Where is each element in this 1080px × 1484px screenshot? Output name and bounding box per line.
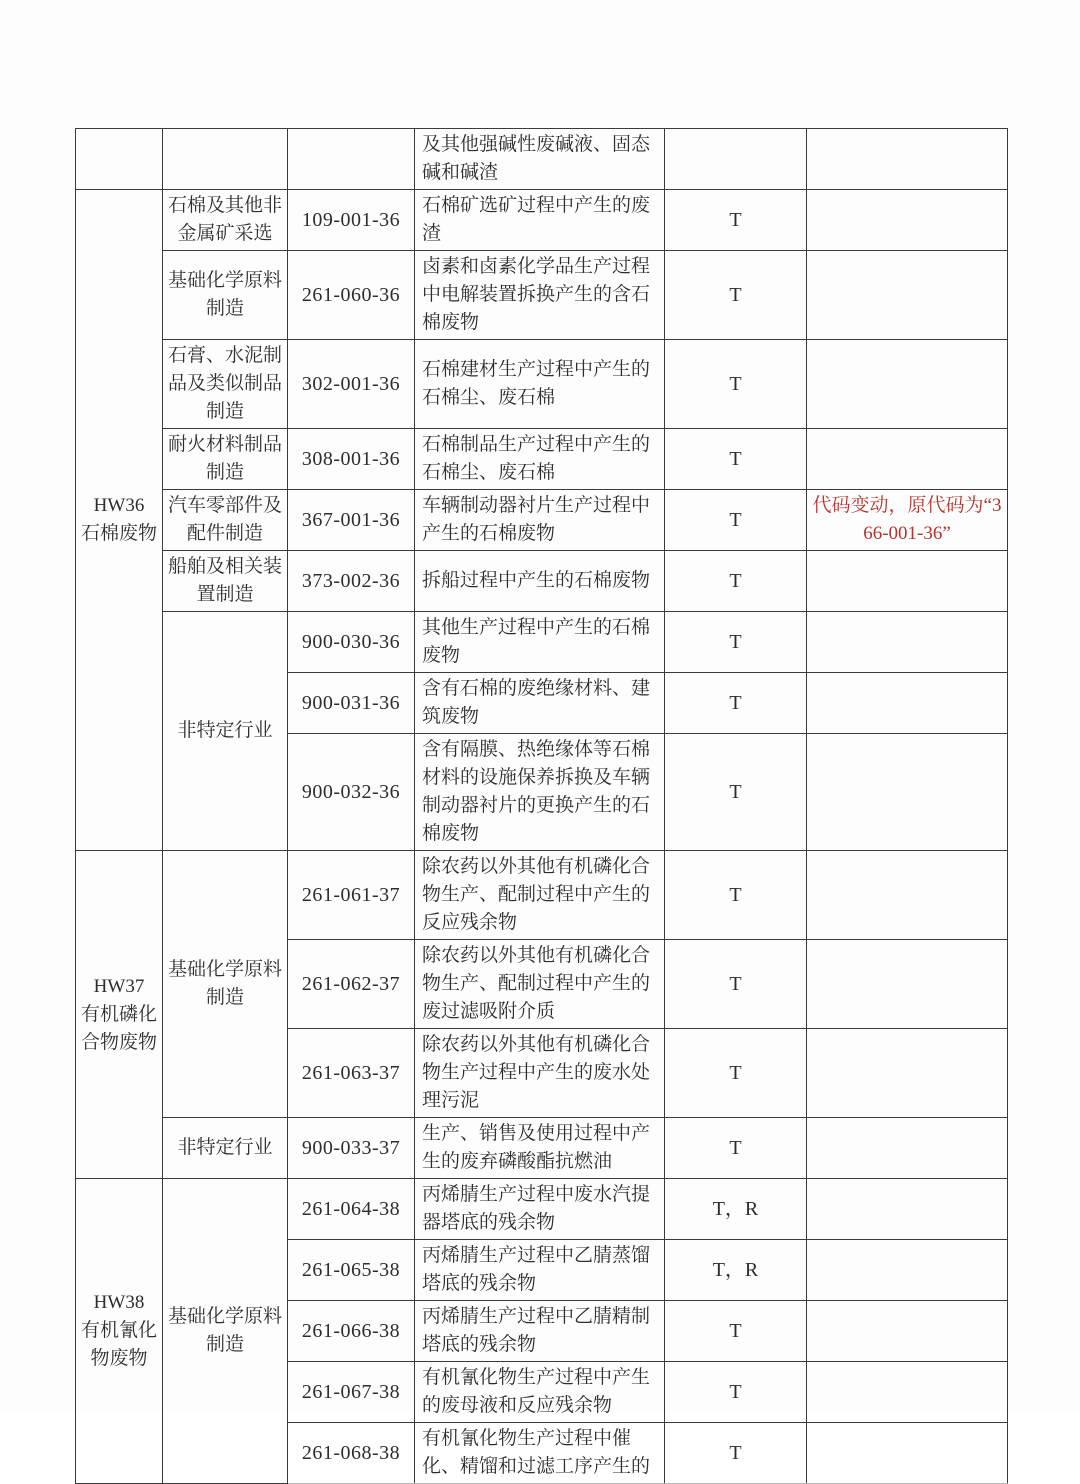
table-row <box>76 1118 1008 1179</box>
industry-cell: 石棉及其他非金属矿采选 <box>163 190 288 251</box>
code-cell: 261-060-36 <box>288 251 415 340</box>
industry-cell: 基础化学原料制造 <box>163 851 288 1118</box>
code-cell: 900-033-37 <box>288 1118 415 1179</box>
code-cell: 261-067-38 <box>288 1362 415 1423</box>
hazard-cell: T <box>665 429 807 490</box>
industry-cell: 石膏、水泥制品及类似制品制造 <box>163 340 288 429</box>
description-cell: 丙烯腈生产过程中乙腈蒸馏塔底的残余物 <box>415 1240 665 1301</box>
table-row <box>76 429 1008 490</box>
hazard-cell: T <box>665 551 807 612</box>
hazard-cell: T <box>665 940 807 1029</box>
table-row-carryover <box>76 129 1008 190</box>
industry-cell: 非特定行业 <box>163 612 288 851</box>
code-cell: 900-030-36 <box>288 612 415 673</box>
note-cell <box>807 851 1008 940</box>
industry-cell: 基础化学原料制造 <box>163 251 288 340</box>
note-cell <box>807 940 1008 1029</box>
hazard-cell: T <box>665 734 807 851</box>
description-cell: 石棉制品生产过程中产生的石棉尘、废石棉 <box>415 429 665 490</box>
hazardous-waste-table <box>75 128 1008 1484</box>
hazard-cell: T <box>665 1362 807 1423</box>
industry-cell: 基础化学原料制造 <box>163 1179 288 1484</box>
note-cell <box>807 1240 1008 1301</box>
category-code: HW38 <box>93 1292 145 1313</box>
hazard-cell: T <box>665 1118 807 1179</box>
hazard-cell: T <box>665 673 807 734</box>
hazard-cell: T <box>665 340 807 429</box>
category-code: HW37 <box>93 975 145 997</box>
industry-cell: 耐火材料制品制造 <box>163 429 288 490</box>
hazard-cell: T <box>665 190 807 251</box>
note-cell <box>807 429 1008 490</box>
note-cell <box>807 551 1008 612</box>
table-row <box>76 190 1008 251</box>
description-cell: 拆船过程中产生的石棉废物 <box>415 551 665 612</box>
industry-cell: 非特定行业 <box>163 1118 288 1179</box>
hazard-cell: T <box>665 1301 807 1362</box>
description-cell: 石棉矿选矿过程中产生的废渣 <box>415 190 665 251</box>
code-cell: 261-061-37 <box>288 851 415 940</box>
code-cell: 109-001-36 <box>288 190 415 251</box>
code-cell: 900-032-36 <box>288 734 415 851</box>
description-cell: 石棉建材生产过程中产生的石棉尘、废石棉 <box>415 340 665 429</box>
code-cell: 261-062-37 <box>288 940 415 1029</box>
note-cell <box>807 1423 1008 1484</box>
note-cell <box>807 673 1008 734</box>
description-cell: 有机氰化物生产过程中产生的废母液和反应残余物 <box>415 1362 665 1423</box>
description-cell: 除农药以外其他有机磷化合物生产过程中产生的废水处理污泥 <box>415 1029 665 1118</box>
code-cell: 261-068-38 <box>288 1423 415 1484</box>
note-cell-empty <box>807 129 1008 190</box>
category-cell-hw38 <box>76 1179 163 1484</box>
code-cell: 373-002-36 <box>288 551 415 612</box>
hazard-cell-empty <box>665 129 807 190</box>
table-row <box>76 340 1008 429</box>
table-row <box>76 551 1008 612</box>
note-cell <box>807 734 1008 851</box>
table-row <box>76 612 1008 673</box>
hazard-cell: T，R <box>665 1179 807 1240</box>
code-cell: 261-066-38 <box>288 1301 415 1362</box>
description-cell: 及其他强碱性废碱液、固态碱和碱渣 <box>415 129 665 190</box>
description-cell: 其他生产过程中产生的石棉废物 <box>415 612 665 673</box>
note-cell <box>807 1029 1008 1118</box>
note-cell <box>807 340 1008 429</box>
code-cell: 308-001-36 <box>288 429 415 490</box>
hazard-cell: T <box>665 851 807 940</box>
code-cell: 261-065-38 <box>288 1240 415 1301</box>
code-cell: 367-001-36 <box>288 490 415 551</box>
hazard-cell: T，R <box>665 1240 807 1301</box>
description-cell: 车辆制动器衬片生产过程中产生的石棉废物 <box>415 490 665 551</box>
note-cell <box>807 1301 1008 1362</box>
description-cell: 丙烯腈生产过程中废水汽提器塔底的残余物 <box>415 1179 665 1240</box>
hazard-cell: T <box>665 1029 807 1118</box>
table-row <box>76 251 1008 340</box>
table-row <box>76 490 1008 551</box>
table-row <box>76 1179 1008 1240</box>
category-code: HW36 <box>93 495 145 516</box>
description-cell: 除农药以外其他有机磷化合物生产、配制过程中产生的反应残余物 <box>415 851 665 940</box>
hazard-cell: T <box>665 490 807 551</box>
hazard-cell: T <box>665 612 807 673</box>
category-name: 石棉废物 <box>80 523 157 544</box>
description-cell: 卤素和卤素化学品生产过程中电解装置拆换产生的含石棉废物 <box>415 251 665 340</box>
description-cell: 除农药以外其他有机磷化合物生产、配制过程中产生的废过滤吸附介质 <box>415 940 665 1029</box>
hazard-cell: T <box>665 251 807 340</box>
note-cell <box>807 251 1008 340</box>
note-cell-code-change: 代码变动，原代码为“366-001-36” <box>807 490 1008 551</box>
code-cell: 302-001-36 <box>288 340 415 429</box>
table-row <box>76 851 1008 940</box>
industry-cell-empty <box>163 129 288 190</box>
description-cell: 有机氰化物生产过程中催化、精馏和过滤工序产生的 <box>415 1423 665 1484</box>
industry-cell: 船舶及相关装置制造 <box>163 551 288 612</box>
note-cell <box>807 1118 1008 1179</box>
note-cell <box>807 1362 1008 1423</box>
description-cell: 丙烯腈生产过程中乙腈精制塔底的残余物 <box>415 1301 665 1362</box>
note-cell <box>807 1179 1008 1240</box>
hazard-cell: T <box>665 1423 807 1484</box>
note-cell <box>807 190 1008 251</box>
description-cell: 含有隔膜、热绝缘体等石棉材料的设施保养拆换及车辆制动器衬片的更换产生的石棉废物 <box>415 734 665 851</box>
code-cell-empty <box>288 129 415 190</box>
code-cell: 261-064-38 <box>288 1179 415 1240</box>
code-cell: 261-063-37 <box>288 1029 415 1118</box>
category-name: 有机氰化物废物 <box>80 1320 157 1369</box>
category-name: 有机磷化合物废物 <box>80 1003 157 1053</box>
note-cell <box>807 612 1008 673</box>
category-cell-empty <box>76 129 163 190</box>
category-cell-hw37 <box>76 851 163 1179</box>
description-cell: 生产、销售及使用过程中产生的废弃磷酸酯抗燃油 <box>415 1118 665 1179</box>
category-cell-hw36 <box>76 190 163 851</box>
industry-cell: 汽车零部件及配件制造 <box>163 490 288 551</box>
code-cell: 900-031-36 <box>288 673 415 734</box>
description-cell: 含有石棉的废绝缘材料、建筑废物 <box>415 673 665 734</box>
